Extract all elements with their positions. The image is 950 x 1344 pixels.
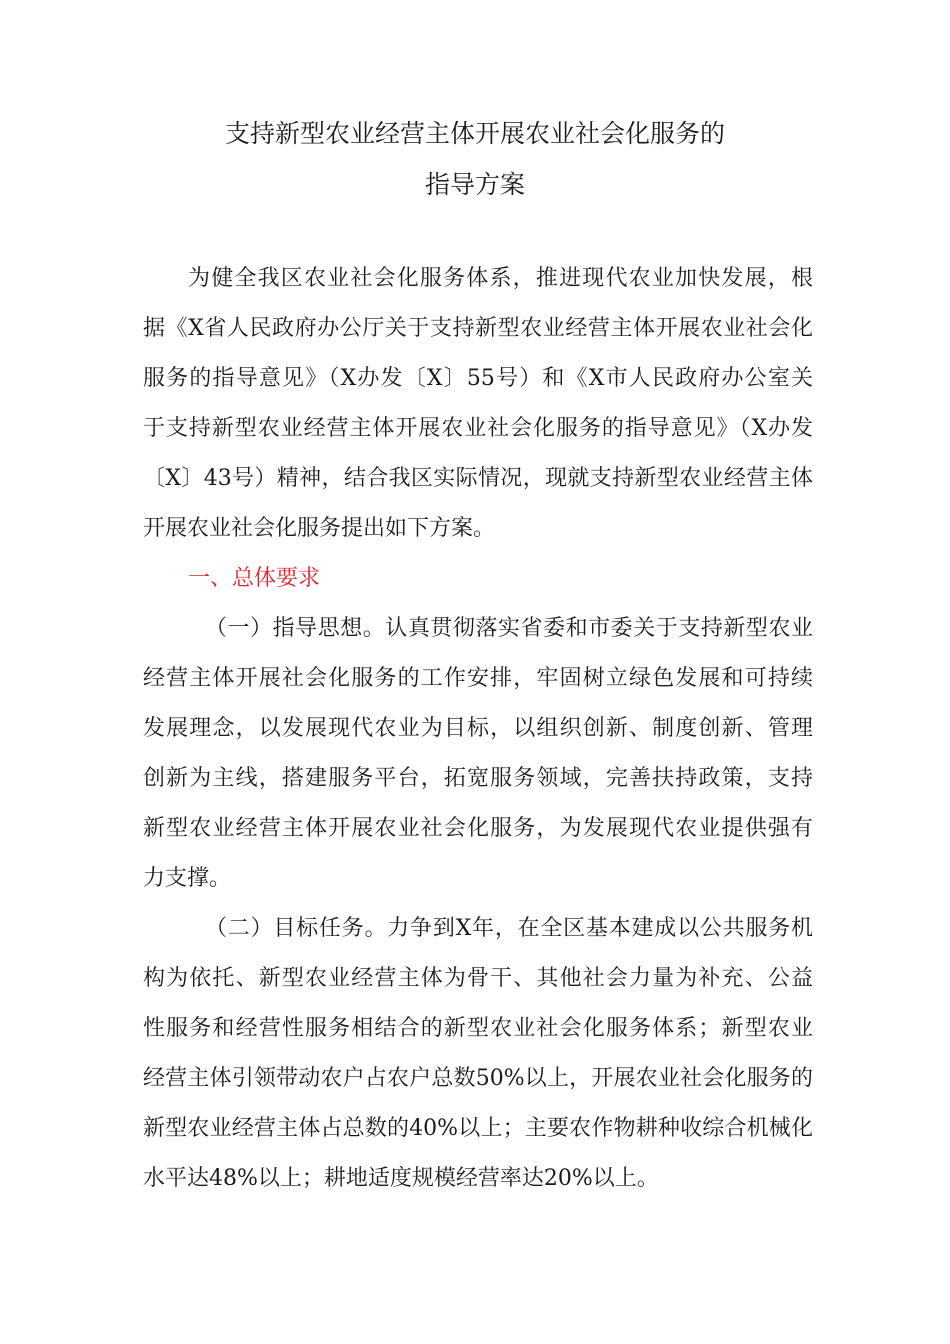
intro-line-3: 服务的指导意见》（X办发〔X〕55号）和《X市人民政府办公室关 — [143, 366, 813, 391]
intro-line-6: 开展农业社会化服务提出如下方案。 — [143, 516, 496, 541]
intro-line-4: 于支持新型农业经营主体开展农业社会化服务的指导意见》（X办发 — [143, 416, 813, 441]
target-line-2: 构为依托、新型农业经营主体为骨干、其他社会力量为补充、公益 — [143, 966, 813, 991]
target-line-6: 水平达48%以上；耕地适度规模经营率达20%以上。 — [143, 1166, 659, 1191]
guiding-line-4: 创新为主线，搭建服务平台，拓宽服务领域，完善扶持政策，支持 — [143, 766, 813, 791]
guiding-line-3: 发展理念，以发展现代农业为目标，以组织创新、制度创新、管理 — [143, 716, 813, 741]
guiding-line-5: 新型农业经营主体开展农业社会化服务，为发展现代农业提供强有 — [143, 816, 813, 841]
intro-line-1: 为健全我区农业社会化服务体系，推进现代农业加快发展，根 — [188, 266, 813, 291]
section-heading: 一、总体要求 — [188, 566, 321, 591]
target-line-3: 性服务和经营性服务相结合的新型农业社会化服务体系；新型农业 — [143, 1016, 813, 1041]
document-title-line-2: 指导方案 — [424, 170, 525, 199]
intro-line-5: 〔X〕43号）精神，结合我区实际情况，现就支持新型农业经营主体 — [143, 466, 813, 491]
target-line-1: （二）目标任务。力争到X年，在全区基本建成以公共服务机 — [205, 916, 813, 941]
target-line-4: 经营主体引领带动农户占农户总数50%以上，开展农业社会化服务的 — [143, 1066, 813, 1091]
target-line-5: 新型农业经营主体占总数的40%以上；主要农作物耕种收综合机械化 — [143, 1116, 813, 1141]
guiding-line-1: （一）指导思想。认真贯彻落实省委和市委关于支持新型农业 — [205, 616, 813, 641]
guiding-line-6: 力支撑。 — [143, 866, 232, 891]
intro-line-2: 据《X省人民政府办公厅关于支持新型农业经营主体开展农业社会化 — [143, 316, 813, 341]
guiding-line-2: 经营主体开展社会化服务的工作安排，牢固树立绿色发展和可持续 — [143, 666, 813, 691]
document-title-line-1: 支持新型农业经营主体开展农业社会化服务的 — [224, 119, 725, 148]
